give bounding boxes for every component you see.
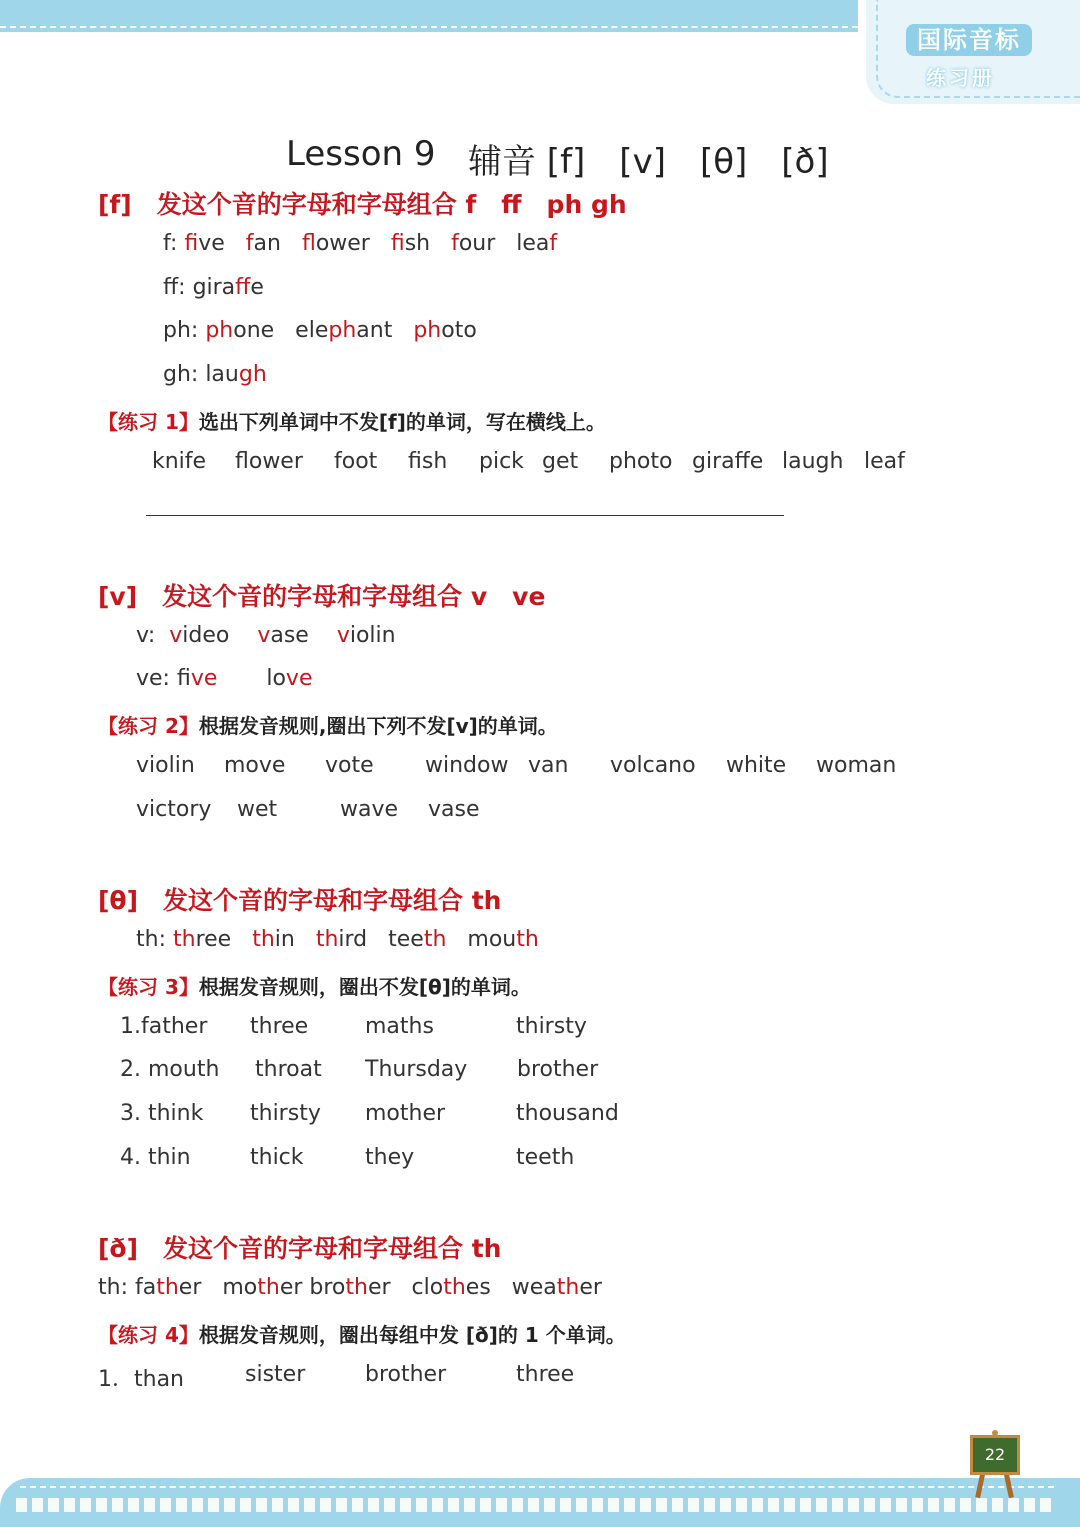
word-text: ish <box>404 231 431 256</box>
word-text: clo <box>390 1275 444 1300</box>
ex3-word: teeth <box>516 1145 575 1170</box>
eth-row-1 <box>98 1275 602 1300</box>
ex3-word: mother <box>365 1101 446 1126</box>
word-text: v: <box>136 623 170 648</box>
highlighted-letters: gh <box>238 362 267 387</box>
word-text: ff: gira <box>163 275 236 300</box>
ex2-word: vote <box>325 753 374 778</box>
highlighted-letters: f <box>451 231 459 256</box>
ex2-word: van <box>528 753 569 778</box>
word-text: er <box>178 1275 202 1300</box>
f-row-3 <box>163 318 477 343</box>
highlighted-letters: th <box>423 927 447 952</box>
word-text <box>281 231 302 256</box>
ex3-word: thousand <box>516 1101 619 1126</box>
top-banner <box>0 0 858 32</box>
word-text <box>370 231 391 256</box>
word-text: f: <box>163 231 185 256</box>
ex2-word: volcano <box>610 753 696 778</box>
ex1-word: laugh <box>782 449 844 474</box>
ex3-word: three <box>250 1014 309 1039</box>
word-text <box>231 927 252 952</box>
ex1-word: giraffe <box>692 449 764 474</box>
ex1-word: knife <box>152 449 207 474</box>
highlighted-letters: f <box>245 231 254 256</box>
highlighted-letters: th <box>252 927 275 952</box>
highlighted-letters: th <box>556 1275 580 1300</box>
v-row-2 <box>136 666 312 691</box>
word-text: ph: <box>163 318 206 343</box>
word-text: mo <box>201 1275 258 1300</box>
section-f-heading: [f] 发这个音的字母和字母组合 f ff ph gh <box>98 190 627 219</box>
highlighted-letters: ph <box>413 318 442 343</box>
answer-line[interactable] <box>146 515 784 516</box>
word-text: an <box>253 231 281 256</box>
word-text: th: <box>136 927 173 952</box>
word-text <box>430 231 451 256</box>
ex3-word: thick <box>250 1145 304 1170</box>
ex3-word: thirsty <box>250 1101 321 1126</box>
ex4-word: three <box>516 1362 575 1387</box>
ex2-word: vase <box>428 797 480 822</box>
exercise-1-text: 选出下列单词中不发[f]的单词，写在横线上。 <box>198 410 606 434</box>
ex1-word: leaf <box>864 449 905 474</box>
brand-title: 国际音标 <box>906 24 1032 56</box>
ex3-word: maths <box>365 1014 434 1039</box>
ex4-word: brother <box>365 1362 447 1387</box>
ex2-word: victory <box>136 797 212 822</box>
word-text: ve: fi <box>136 666 191 691</box>
highlighted-letters: th <box>443 1275 466 1300</box>
highlighted-letters: ve <box>190 666 218 691</box>
exercise-2-label: 【练习 2】 <box>98 714 199 738</box>
word-text <box>309 623 337 648</box>
brand-subtitle: 练习册 <box>926 66 995 90</box>
word-text: tee <box>367 927 424 952</box>
ex3-word: Thursday <box>365 1057 468 1082</box>
exercise-3-label: 【练习 3】 <box>98 975 199 999</box>
word-text: er <box>367 1275 391 1300</box>
ex2-word: woman <box>816 753 897 778</box>
section-v-heading: [v] 发这个音的字母和字母组合 v ve <box>98 582 546 611</box>
ex2-word: white <box>726 753 787 778</box>
ex1-word: pick <box>479 449 524 474</box>
word-text: lower <box>315 231 370 256</box>
word-text: lea <box>495 231 550 256</box>
highlighted-letters: ph <box>328 318 357 343</box>
exercise-2-text: 根据发音规则,圈出下列不发[v]的单词。 <box>198 714 558 738</box>
exercise-3-text: 根据发音规则，圈出不发[θ]的单词。 <box>198 975 531 999</box>
ex1-word: fish <box>408 449 448 474</box>
section-theta-heading: [θ] 发这个音的字母和字母组合 th <box>98 886 502 915</box>
section-eth-heading: [ð] 发这个音的字母和字母组合 th <box>98 1234 502 1263</box>
highlighted-letters: f <box>301 231 316 256</box>
lesson-number: Lesson 9 <box>286 134 436 174</box>
exercise-3-instruction <box>98 971 531 1000</box>
highlighted-letters: th <box>345 1275 368 1300</box>
word-text: ase <box>270 623 309 648</box>
ex3-word: 1.father <box>120 1014 208 1039</box>
word-text: ideo <box>182 623 230 648</box>
ex3-word: 3. think <box>120 1101 204 1126</box>
f-row-4 <box>163 362 267 387</box>
ex3-word: brother <box>517 1057 599 1082</box>
highlighted-letters: th <box>156 1275 179 1300</box>
ex1-word: flower <box>235 449 303 474</box>
highlighted-letters: f <box>184 231 199 256</box>
ex2-word: violin <box>136 753 195 778</box>
ex2-word: wet <box>237 797 278 822</box>
word-text: e <box>250 275 264 300</box>
word-text: lo <box>217 666 286 691</box>
ex4-word: 1．than <box>98 1367 184 1392</box>
word-text: ird <box>338 927 368 952</box>
word-text <box>225 231 246 256</box>
highlighted-letters: th <box>172 927 196 952</box>
word-text <box>295 927 316 952</box>
word-text: ree <box>195 927 232 952</box>
f-row-1 <box>163 231 557 256</box>
highlighted-letters: th <box>315 927 339 952</box>
ex1-word: get <box>542 449 579 474</box>
ex3-word: they <box>365 1145 415 1170</box>
exercise-1-label: 【练习 1】 <box>98 410 199 434</box>
word-text: th: fa <box>98 1275 157 1300</box>
word-text: one <box>233 318 275 343</box>
exercise-1-instruction <box>98 406 606 435</box>
highlighted-letters: v <box>169 623 183 648</box>
highlighted-letters: v <box>336 623 350 648</box>
word-text: es <box>465 1275 491 1300</box>
word-text: in <box>274 927 295 952</box>
bottom-banner <box>0 1478 1080 1527</box>
word-text: our <box>458 231 496 256</box>
word-text: oto <box>441 318 477 343</box>
word-text <box>229 623 257 648</box>
ex3-word: 4. thin <box>120 1145 191 1170</box>
f-row-2 <box>163 275 264 300</box>
exercise-4-instruction <box>98 1319 626 1348</box>
word-text: ant <box>356 318 393 343</box>
word-text: ive <box>198 231 225 256</box>
word-text: mou <box>446 927 517 952</box>
exercise-4-text: 根据发音规则，圈出每组中发 [ð]的 1 个单词。 <box>198 1323 626 1347</box>
word-text: er bro <box>279 1275 346 1300</box>
highlighted-letters: f <box>549 231 558 256</box>
highlighted-letters: ve <box>285 666 313 691</box>
ex3-word: 2. mouth <box>120 1057 220 1082</box>
page-number: 22 <box>970 1435 1020 1475</box>
highlighted-letters: ph <box>205 318 234 343</box>
ex1-word: foot <box>334 449 378 474</box>
ex2-word: move <box>224 753 286 778</box>
highlighted-letters: ff <box>235 275 251 300</box>
lesson-topic: 辅音 [f] [v] [θ] [ð] <box>468 142 829 182</box>
highlighted-letters: th <box>516 927 539 952</box>
ex3-word: thirsty <box>516 1014 587 1039</box>
v-row-1 <box>136 623 396 648</box>
word-text: er <box>579 1275 602 1300</box>
exercise-2-instruction <box>98 710 558 739</box>
highlighted-letters: f <box>390 231 405 256</box>
ex2-word: window <box>425 753 509 778</box>
highlighted-letters: th <box>257 1275 280 1300</box>
word-text <box>392 318 413 343</box>
word-text: ele <box>274 318 329 343</box>
word-text: iolin <box>349 623 396 648</box>
ex4-word: sister <box>245 1362 306 1387</box>
ex2-word: wave <box>340 797 399 822</box>
theta-row-1 <box>136 927 539 952</box>
word-text: wea <box>490 1275 557 1300</box>
word-text: gh: lau <box>163 362 239 387</box>
ex1-word: photo <box>609 449 673 474</box>
highlighted-letters: v <box>257 623 271 648</box>
ex3-word: throat <box>255 1057 322 1082</box>
exercise-4-label: 【练习 4】 <box>98 1323 199 1347</box>
